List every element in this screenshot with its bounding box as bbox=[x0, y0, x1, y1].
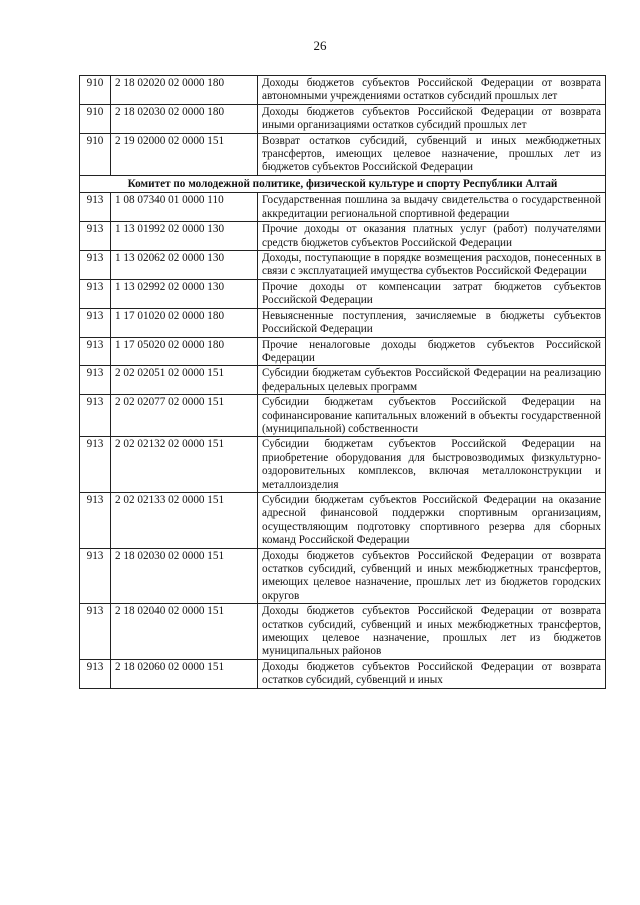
table-row bbox=[80, 193, 606, 222]
revenue-name-cell: Прочие неналоговые доходы бюджетов субъектов Российской Федерации bbox=[258, 337, 606, 366]
revenue-name-cell: Доходы, поступающие в порядке возмещения расходов, понесенных в связи с эксплуатацией имущества субъектов Российской Федерации bbox=[258, 251, 606, 280]
table-row bbox=[80, 76, 606, 105]
revenue-name-cell: Субсидии бюджетам субъектов Российской Федерации на приобретение оборудования для быстровозводимых физкультурно-оздоровительных комплексов, включая металлоконструкции и металлоизделия bbox=[258, 437, 606, 493]
table-row bbox=[80, 133, 606, 175]
revenue-name-cell: Прочие доходы от оказания платных услуг (работ) получателями средств бюджетов субъектов Российской Федерации bbox=[258, 222, 606, 251]
page-number: 26 bbox=[313, 38, 327, 53]
revenue-code-cell: 1 13 02992 02 0000 130 bbox=[111, 279, 258, 308]
revenue-name-cell: Доходы бюджетов субъектов Российской Федерации от возврата остатков субсидий, субвенций и иных межбюджетных трансфертов, имеющих целевое назначение, прошлых лет из бюджетов муниципальных районов bbox=[258, 604, 606, 660]
revenue-code-cell: 2 18 02020 02 0000 180 bbox=[111, 76, 258, 105]
section-title: Комитет по молодежной политике, физической культуре и спорту Республики Алтай bbox=[80, 175, 606, 193]
revenue-code-cell: 2 18 02030 02 0000 151 bbox=[111, 548, 258, 604]
administrator-code-cell: 913 bbox=[80, 193, 111, 222]
revenue-code-cell: 1 13 02062 02 0000 130 bbox=[111, 251, 258, 280]
revenue-codes-table bbox=[79, 75, 606, 689]
administrator-code-cell: 913 bbox=[80, 604, 111, 660]
revenue-code-cell: 2 18 02030 02 0000 180 bbox=[111, 104, 258, 133]
revenue-name-cell: Государственная пошлина за выдачу свидетельства о государственной аккредитации региональной спортивной федерации bbox=[258, 193, 606, 222]
administrator-code-cell: 913 bbox=[80, 279, 111, 308]
revenue-code-cell: 1 13 01992 02 0000 130 bbox=[111, 222, 258, 251]
revenue-code-cell: 2 19 02000 02 0000 151 bbox=[111, 133, 258, 175]
revenue-name-cell: Доходы бюджетов субъектов Российской Федерации от возврата автономными учреждениями остатков субсидий прошлых лет bbox=[258, 76, 606, 105]
table-row bbox=[80, 308, 606, 337]
revenue-code-cell: 2 02 02132 02 0000 151 bbox=[111, 437, 258, 493]
table-row bbox=[80, 548, 606, 604]
revenue-code-cell: 2 18 02060 02 0000 151 bbox=[111, 659, 258, 688]
administrator-code-cell: 910 bbox=[80, 76, 111, 105]
administrator-code-cell: 913 bbox=[80, 222, 111, 251]
administrator-code-cell: 913 bbox=[80, 659, 111, 688]
table-row bbox=[80, 604, 606, 660]
revenue-code-cell: 2 18 02040 02 0000 151 bbox=[111, 604, 258, 660]
revenue-name-cell: Невыясненные поступления, зачисляемые в бюджеты субъектов Российской Федерации bbox=[258, 308, 606, 337]
table-row bbox=[80, 337, 606, 366]
revenue-name-cell: Субсидии бюджетам субъектов Российской Федерации на софинансирование капитальных вложений в объекты государственной (муниципальной) собственности bbox=[258, 395, 606, 437]
revenue-name-cell: Субсидии бюджетам субъектов Российской Федерации на оказание адресной финансовой поддержки спортивным организациям, осуществляющим подготовку спортивного резерва для сборных команд Российской Федерации bbox=[258, 492, 606, 548]
administrator-code-cell: 913 bbox=[80, 395, 111, 437]
revenue-name-cell: Доходы бюджетов субъектов Российской Федерации от возврата иными организациями остатков субсидий прошлых лет bbox=[258, 104, 606, 133]
table-row bbox=[80, 659, 606, 688]
administrator-code-cell: 913 bbox=[80, 308, 111, 337]
administrator-code-cell: 910 bbox=[80, 133, 111, 175]
revenue-name-cell: Прочие доходы от компенсации затрат бюджетов субъектов Российской Федерации bbox=[258, 279, 606, 308]
table-row bbox=[80, 437, 606, 493]
administrator-code-cell: 913 bbox=[80, 337, 111, 366]
administrator-code-cell: 910 bbox=[80, 104, 111, 133]
revenue-name-cell: Возврат остатков субсидий, субвенций и иных межбюджетных трансфертов, имеющих целевое назначение, прошлых лет из бюджетов субъектов Российской Федерации bbox=[258, 133, 606, 175]
administrator-code-cell: 913 bbox=[80, 251, 111, 280]
table-row bbox=[80, 366, 606, 395]
revenue-code-cell: 2 02 02133 02 0000 151 bbox=[111, 492, 258, 548]
table-row bbox=[80, 104, 606, 133]
revenue-code-cell: 1 17 01020 02 0000 180 bbox=[111, 308, 258, 337]
table-row bbox=[80, 251, 606, 280]
administrator-code-cell: 913 bbox=[80, 437, 111, 493]
revenue-code-cell: 1 08 07340 01 0000 110 bbox=[111, 193, 258, 222]
table-row bbox=[80, 222, 606, 251]
revenue-name-cell: Субсидии бюджетам субъектов Российской Федерации на реализацию федеральных целевых программ bbox=[258, 366, 606, 395]
administrator-code-cell: 913 bbox=[80, 366, 111, 395]
revenue-name-cell: Доходы бюджетов субъектов Российской Федерации от возврата остатков субсидий, субвенций и иных bbox=[258, 659, 606, 688]
revenue-name-cell: Доходы бюджетов субъектов Российской Федерации от возврата остатков субсидий, субвенций и иных межбюджетных трансфертов, имеющих целевое назначение, прошлых лет из бюджетов городских округов bbox=[258, 548, 606, 604]
section-header-row bbox=[80, 175, 606, 193]
revenue-code-cell: 1 17 05020 02 0000 180 bbox=[111, 337, 258, 366]
table-body bbox=[80, 76, 606, 689]
administrator-code-cell: 913 bbox=[80, 548, 111, 604]
revenue-code-cell: 2 02 02077 02 0000 151 bbox=[111, 395, 258, 437]
administrator-code-cell: 913 bbox=[80, 492, 111, 548]
table-row bbox=[80, 279, 606, 308]
table-row bbox=[80, 492, 606, 548]
table-row bbox=[80, 395, 606, 437]
revenue-code-cell: 2 02 02051 02 0000 151 bbox=[111, 366, 258, 395]
